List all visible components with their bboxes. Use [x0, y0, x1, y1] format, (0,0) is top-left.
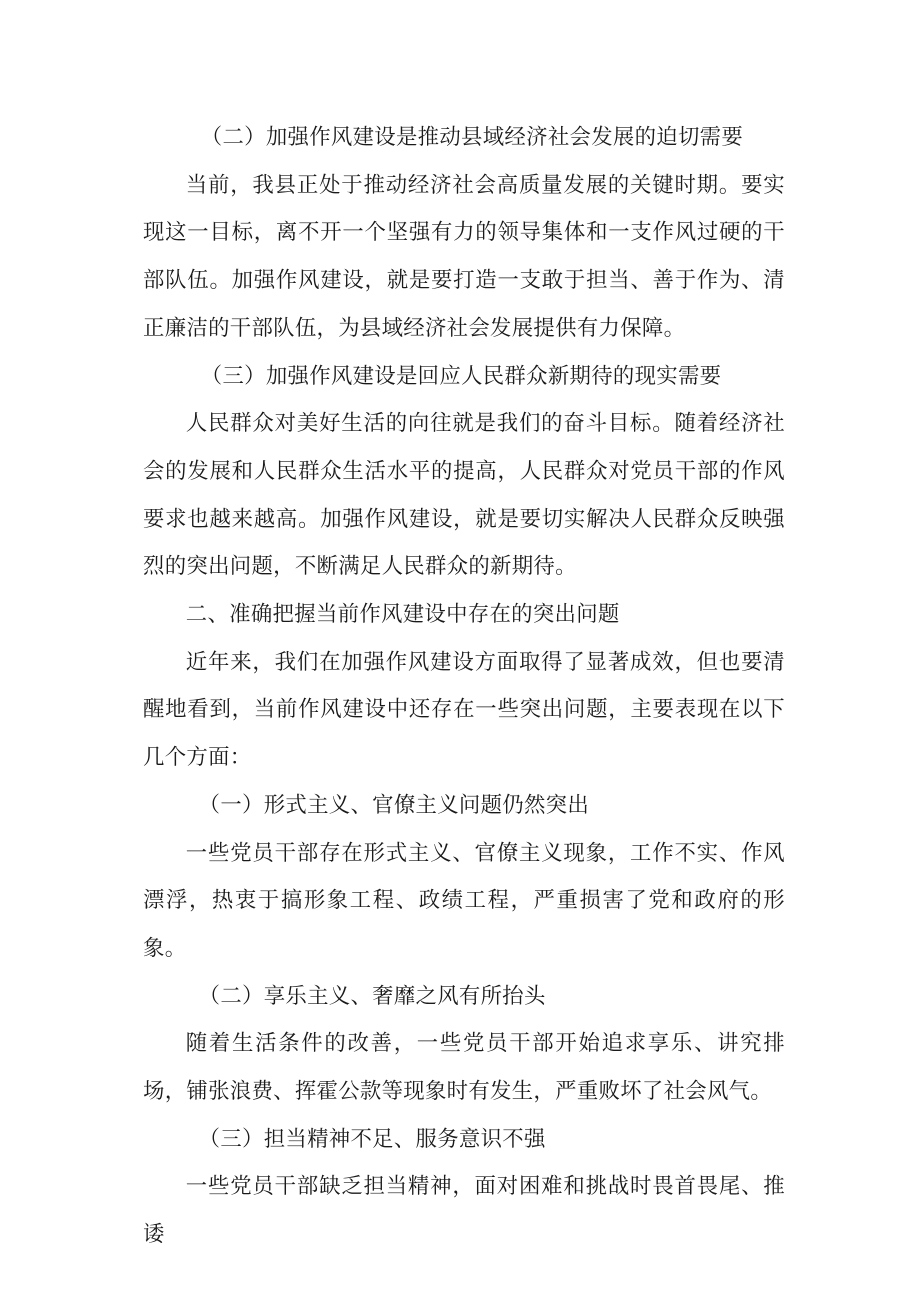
body-paragraph: 一些党员干部存在形式主义、官僚主义现象，工作不实、作风漂浮，热衷于搞形象工程、政绩工程，严重损害了党和政府的形象。 — [143, 840, 785, 961]
document-body — [143, 114, 785, 1259]
subheading-2b: （二）享乐主义、奢靡之风有所抬头 — [198, 983, 546, 1009]
body-paragraph: 随着生活条件的改善，一些党员干部开始追求享乐、讲究排场，铺张浪费、挥霍公款等现象时有发生，严重败坏了社会风气。 — [143, 1031, 785, 1105]
subheading-3: （三）加强作风建设是回应人民群众新期待的现实需要 — [200, 363, 722, 389]
section-heading-2: 二、准确把握当前作风建设中存在的突出问题 — [185, 602, 620, 628]
subheading-1: （一）形式主义、官僚主义问题仍然突出 — [198, 792, 590, 818]
body-paragraph: 当前，我县正处于推动经济社会高质量发展的关键时期。要实现这一目标，离不开一个坚强有力的领导集体和一支作风过硬的干部队伍。加强作风建设，就是要打造一支敢于担当、善于作为、清正廉洁的干部队伍，为县域经济社会发展提供有力保障。 — [143, 172, 785, 341]
subheading-2: （二）加强作风建设是推动县域经济社会发展的迫切需要 — [200, 125, 744, 150]
body-paragraph: 一些党员干部缺乏担当精神，面对困难和挑战时畏首畏尾、推诿 — [143, 1174, 785, 1248]
body-paragraph: 人民群众对美好生活的向往就是我们的奋斗目标。随着经济社会的发展和人民群众生活水平的提高，人民群众对党员干部的作风要求也越来越高。加强作风建设，就是要切实解决人民群众反映强烈的突出问题，不断满足人民群众的新期待。 — [143, 411, 785, 580]
subheading-3b: （三）担当精神不足、服务意识不强 — [198, 1126, 546, 1152]
body-paragraph: 近年来，我们在加强作风建设方面取得了显著成效，但也要清醒地看到，当前作风建设中还存在一些突出问题，主要表现在以下几个方面： — [143, 649, 785, 771]
